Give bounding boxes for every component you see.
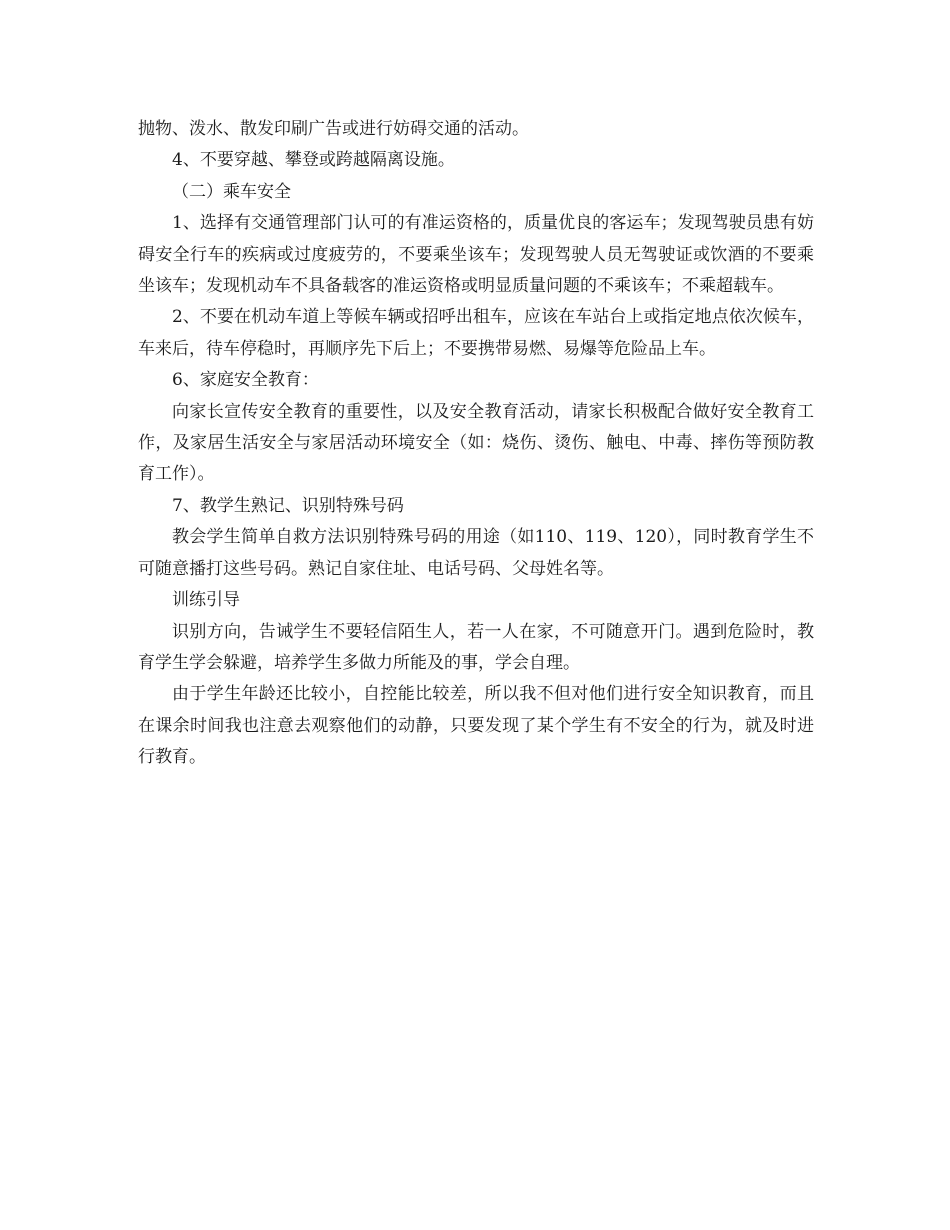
paragraph-special-numbers: 教会学生简单自救方法识别特殊号码的用途（如110、119、120），同时教育学生不可随意播打这些号码。熟记自家住址、电话号码、父母姓名等。 — [138, 527, 814, 579]
paragraph-item-4: 4、不要穿越、攀登或跨越隔离设施。 — [172, 150, 455, 171]
paragraph-continuation: 抛物、泼水、散发印刷广告或进行妨碍交通的活动。 — [138, 119, 529, 139]
document-body — [138, 114, 814, 774]
paragraph-family-safety: 向家长宣传安全教育的重要性，以及安全教育活动，请家长积极配合做好安全教育工作，及家居生活安全与家居活动环境安全（如：烧伤、烫伤、触电、中毒、摔伤等预防教育工作）。 — [138, 401, 814, 485]
paragraph-conclusion: 由于学生年龄还比较小，自控能比较差，所以我不但对他们进行安全知识教育，而且在课余时间我也注意去观察他们的动静，只要发现了某个学生有不安全的行为，就及时进行教育。 — [138, 684, 814, 768]
section-heading-riding-safety: （二）乘车安全 — [172, 181, 291, 202]
section-heading-special-numbers: 7、教学生熟记、识别特殊号码 — [172, 495, 404, 516]
paragraph-item-2: 2、不要在机动车道上等候车辆或招呼出租车，应该在车站台上或指定地点依次候车，车来后，待车停稳时，再顺序先下后上；不要携带易燃、易爆等危险品上车。 — [138, 307, 814, 359]
section-heading-family-safety: 6、家庭安全教育： — [172, 370, 319, 391]
paragraph-training: 识别方向，告诫学生不要轻信陌生人，若一人在家，不可随意开门。遇到危险时，教育学生学会躲避，培养学生多做力所能及的事，学会自理。 — [138, 621, 814, 673]
paragraph-item-1: 1、选择有交通管理部门认可的有准运资格的，质量优良的客运车；发现驾驶员患有妨碍安全行车的疾病或过度疲劳的，不要乘坐该车；发现驾驶人员无驾驶证或饮酒的不要乘坐该车；发现机动车不具备载客的准运资格或明显质量问题的不乘该车；不乘超载车。 — [138, 213, 814, 297]
section-heading-training: 训练引导 — [172, 590, 240, 611]
